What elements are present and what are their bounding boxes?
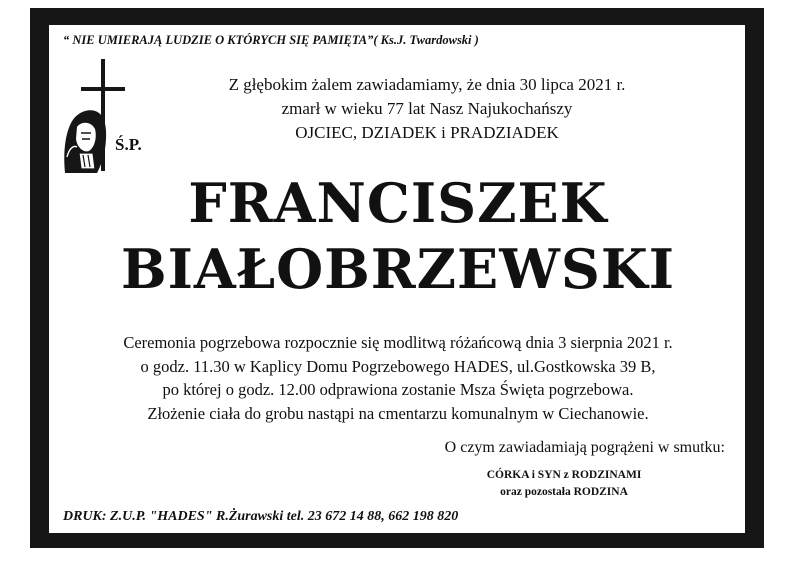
- sp-label: Ś.P.: [115, 135, 142, 154]
- family-line: oraz pozostała RODZINA: [500, 486, 628, 498]
- announcement-intro: [167, 73, 687, 145]
- deceased-first-name: FRANCISZEK: [188, 171, 608, 235]
- ceremony-line: Złożenie ciała do grobu nastąpi na cmentarzu komunalnym w Ciechanowie.: [147, 403, 649, 423]
- deceased-last-name: BIAŁOBRZEWSKI: [120, 237, 676, 301]
- intro-line: zmarł w wieku 77 lat Nasz Najukochańszy: [281, 99, 573, 118]
- motto-quote: “ NIE UMIERAJĄ LUDZIE O KTÓRYCH SIĘ PAMIĘTA”( Ks.J. Twardowski ): [63, 33, 479, 47]
- family-line: CÓRKA i SYN z RODZINAMI: [486, 469, 642, 481]
- ceremony-line: po której o godz. 12.00 odprawiona zostanie Msza Święta pogrzebowa.: [162, 380, 634, 399]
- ceremony-details: [49, 331, 747, 425]
- mourners-intro: O czym zawiadamiają pogrążeni w smutku:: [444, 439, 725, 456]
- cross-with-praying-figure-icon: [55, 57, 135, 175]
- intro-line: Z głębokim żalem zawiadamiamy, że dnia 30 lipca 2021 r.: [228, 75, 626, 94]
- obituary-black-frame: [30, 8, 764, 548]
- printer-footer: DRUK: Z.U.P. "HADES" R.Żurawski tel. 23 672 14 88, 662 198 820: [63, 509, 459, 524]
- obituary-card: [48, 24, 746, 534]
- ceremony-line: o godz. 11.30 w Kaplicy Domu Pogrzebowego HADES, ul.Gostkowska 39 B,: [140, 356, 656, 376]
- family-signature: [429, 467, 699, 501]
- intro-line: OJCIEC, DZIADEK i PRADZIADEK: [295, 123, 559, 142]
- ceremony-line: Ceremonia pogrzebowa rozpocznie się modlitwą różańcową dnia 3 sierpnia 2021 r.: [123, 333, 673, 352]
